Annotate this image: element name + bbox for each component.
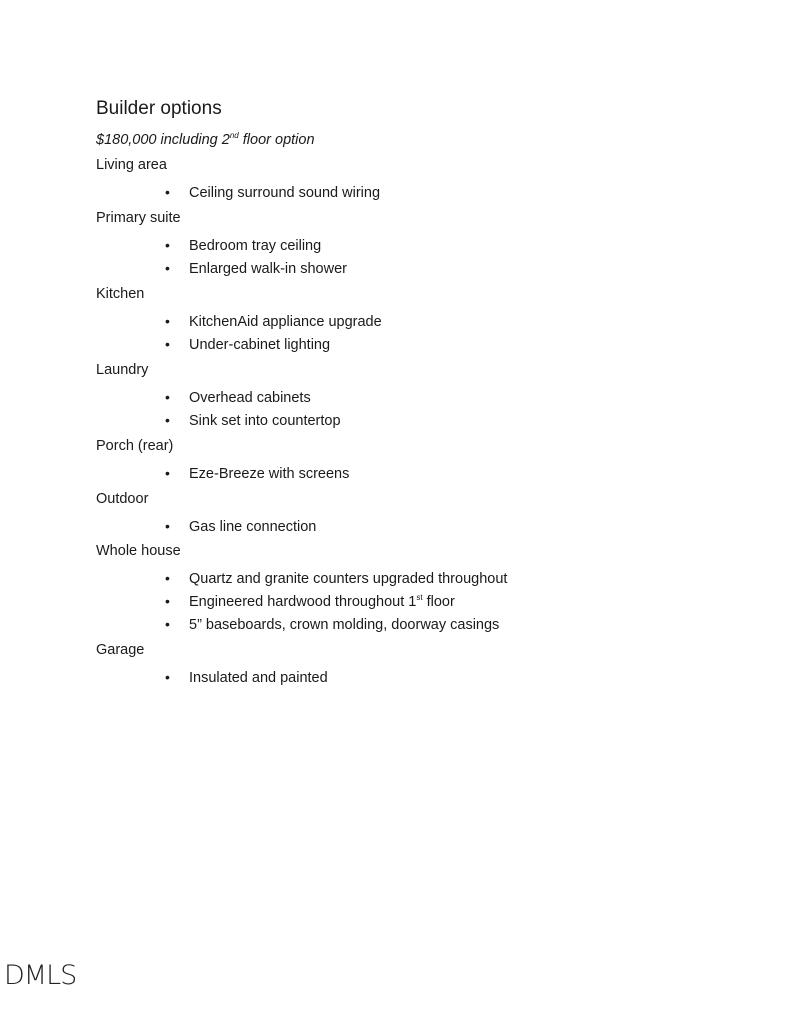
subtitle-text-end: floor option xyxy=(238,132,315,148)
subtitle-text: $180,000 including 2 xyxy=(96,132,230,148)
list-item xyxy=(165,312,382,331)
price-subtitle xyxy=(96,131,315,149)
bullet-icon: • xyxy=(165,518,170,534)
list-item-text: Ceiling surround sound wiring xyxy=(189,185,381,201)
list-item xyxy=(165,259,347,278)
bullet-icon: • xyxy=(165,412,170,428)
list-item-text-end: floor xyxy=(422,594,455,610)
list-item-text: Bedroom tray ceiling xyxy=(189,238,322,254)
subtitle-superscript: nd xyxy=(229,131,239,140)
list-item xyxy=(165,335,330,354)
section-heading-outdoor: Outdoor xyxy=(96,491,149,507)
bullet-icon: • xyxy=(165,616,170,632)
dmls-watermark-logo: DMLS xyxy=(4,960,77,991)
section-heading-whole-house: Whole house xyxy=(96,543,181,559)
bullet-icon: • xyxy=(165,669,170,685)
list-item-text: Sink set into countertop xyxy=(189,413,341,429)
list-item-text: 5” baseboards, crown molding, doorway casings xyxy=(189,617,500,633)
list-item-text: Gas line connection xyxy=(189,519,317,535)
list-item xyxy=(165,464,349,483)
bullet-icon: • xyxy=(165,465,170,481)
list-item-text: Quartz and granite counters upgraded throughout xyxy=(189,571,508,587)
section-heading-laundry: Laundry xyxy=(96,362,149,378)
list-item-text: KitchenAid appliance upgrade xyxy=(189,314,382,330)
list-item xyxy=(165,592,455,611)
page-title: Builder options xyxy=(96,98,222,119)
list-item xyxy=(165,668,328,687)
bullet-icon: • xyxy=(165,570,170,586)
bullet-icon: • xyxy=(165,313,170,329)
list-item-text: Insulated and painted xyxy=(189,670,328,686)
bullet-icon: • xyxy=(165,184,170,200)
list-item xyxy=(165,411,341,430)
bullet-icon: • xyxy=(165,389,170,405)
list-item xyxy=(165,388,311,407)
list-item-text: Eze-Breeze with screens xyxy=(189,466,350,482)
section-heading-living-area: Living area xyxy=(96,157,167,173)
list-item xyxy=(165,615,499,634)
list-item-text: Engineered hardwood throughout 1 xyxy=(189,594,417,610)
list-item xyxy=(165,236,321,255)
bullet-icon: • xyxy=(165,260,170,276)
section-heading-kitchen: Kitchen xyxy=(96,286,145,302)
section-heading-porch-rear: Porch (rear) xyxy=(96,438,174,454)
bullet-icon: • xyxy=(165,336,170,352)
list-item-text: Enlarged walk-in shower xyxy=(189,261,347,277)
bullet-icon: • xyxy=(165,237,170,253)
list-item xyxy=(165,517,316,536)
list-item-superscript: st xyxy=(416,593,423,602)
bullet-icon: • xyxy=(165,593,170,609)
list-item-text: Under-cabinet lighting xyxy=(189,337,331,353)
list-item-text: Overhead cabinets xyxy=(189,390,311,406)
section-heading-garage: Garage xyxy=(96,642,145,658)
list-item xyxy=(165,569,507,588)
section-heading-primary-suite: Primary suite xyxy=(96,210,181,226)
list-item xyxy=(165,183,380,202)
